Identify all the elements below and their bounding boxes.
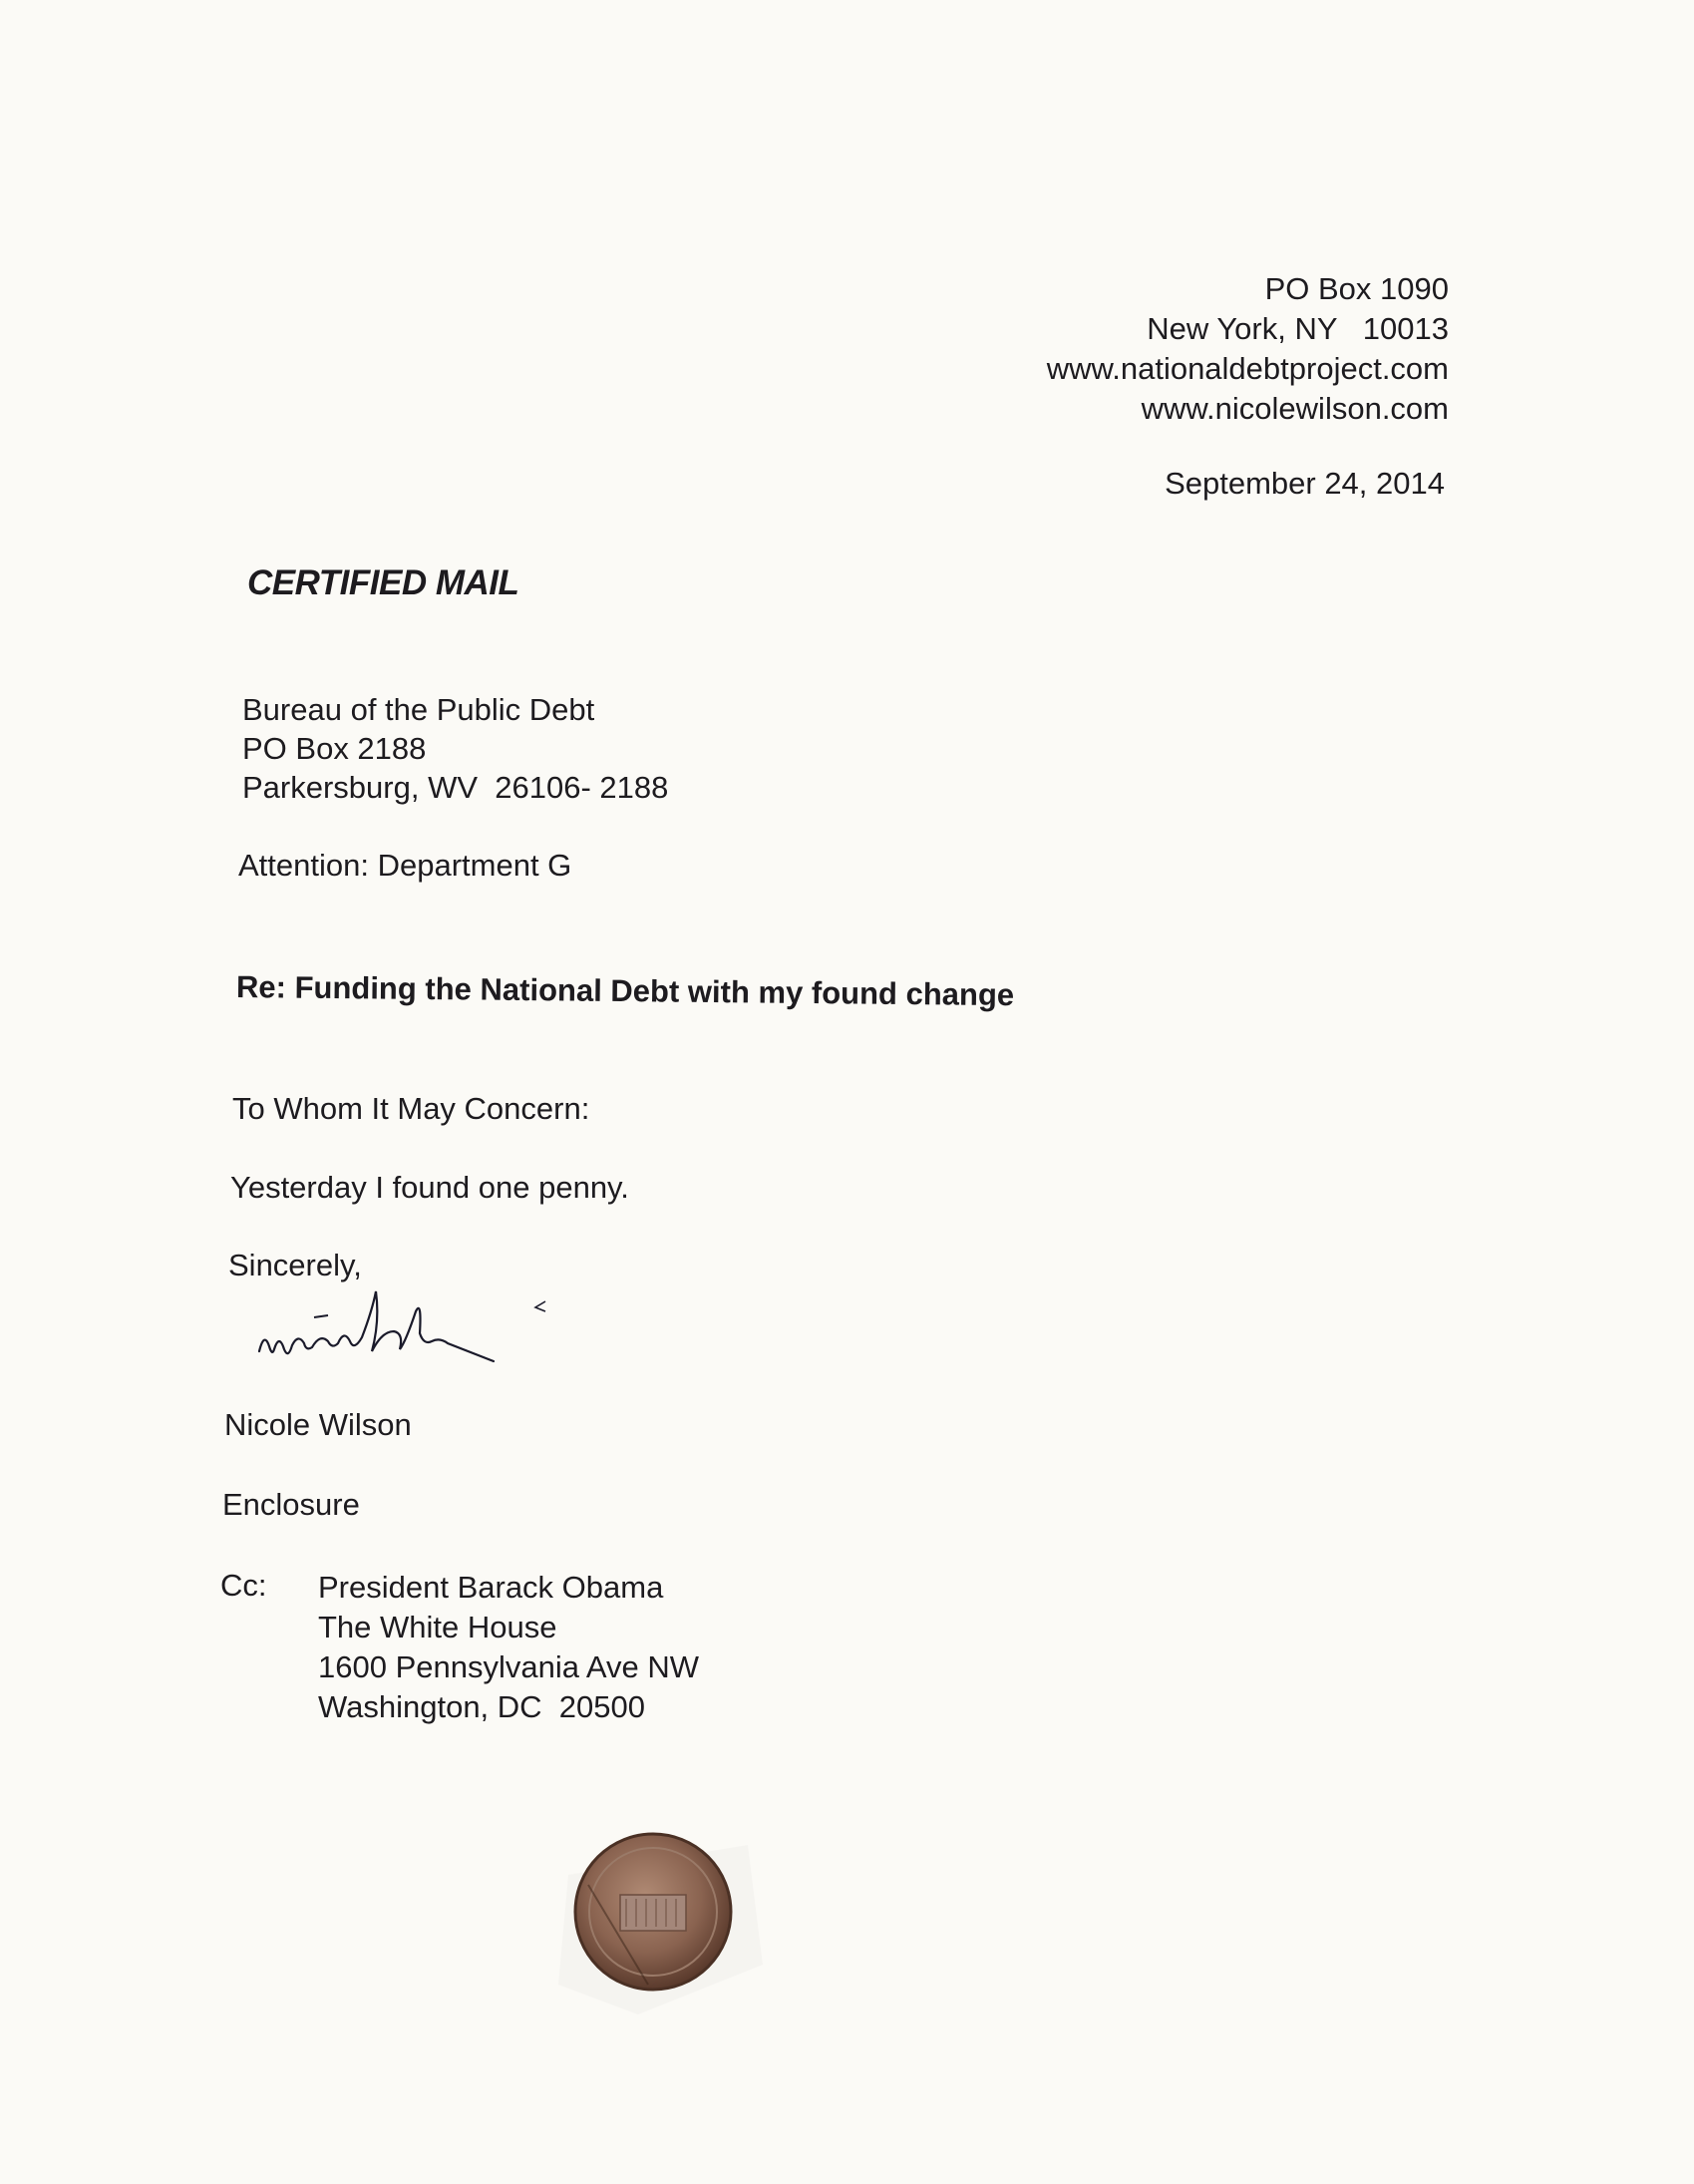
sender-address-block [751,269,1449,429]
recipient-address-block [242,690,668,807]
sender-po-box: PO Box 1090 [1264,271,1449,306]
cc-label: Cc: [220,1568,267,1603]
closing: Sincerely, [228,1248,362,1282]
recipient-city-line: Parkersburg, WV 26106- 2188 [242,770,669,805]
letter-body: Yesterday I found one penny. [230,1170,629,1205]
attention-line: Attention: Department G [238,848,572,883]
enclosure-label: Enclosure [222,1487,360,1522]
recipient-po-box: PO Box 2188 [242,731,427,766]
recipient-name: Bureau of the Public Debt [242,692,595,727]
penny-icon [548,1815,768,2014]
sender-website-1: www.nationaldebtproject.com [1046,351,1449,386]
sender-city-line: New York, NY 10013 [1147,311,1449,346]
sender-website-2: www.nicolewilson.com [1141,391,1449,426]
cc-street: 1600 Pennsylvania Ave NW [318,1649,699,1684]
cc-address-block [318,1568,699,1727]
letter-date: September 24, 2014 [1165,466,1445,501]
salutation: To Whom It May Concern: [232,1091,590,1126]
subject-line: Re: Funding the National Debt with my found change [235,969,1015,1013]
cc-city-line: Washington, DC 20500 [318,1689,645,1724]
signer-name: Nicole Wilson [224,1407,412,1442]
mail-type-heading: CERTIFIED MAIL [247,563,519,602]
signature-icon [254,1272,603,1401]
cc-name: President Barack Obama [318,1570,664,1605]
cc-org: The White House [318,1610,557,1644]
